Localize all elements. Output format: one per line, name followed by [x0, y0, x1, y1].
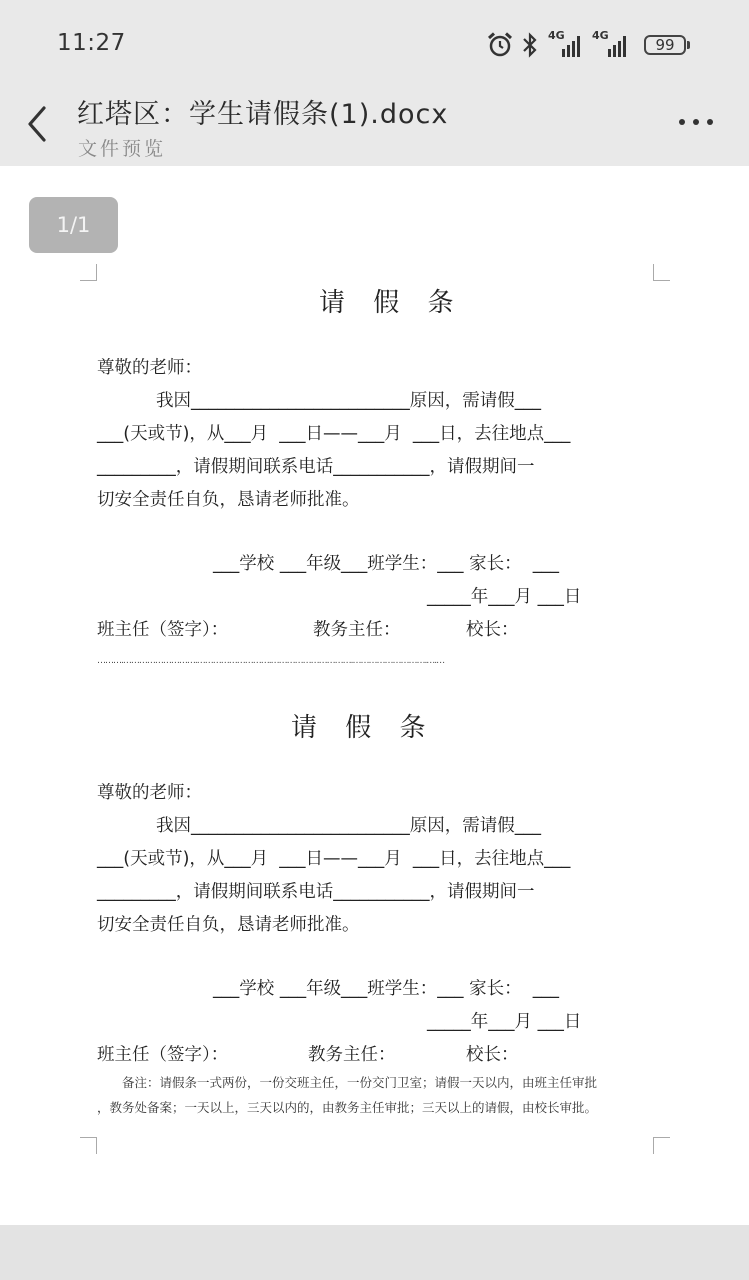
- form2-head-teacher: 班主任（签字）：: [97, 1045, 229, 1065]
- form1-date: _____年___月 ___日: [427, 587, 582, 607]
- form2-date: _____年___月 ___日: [427, 1012, 582, 1032]
- form2-line2: ___(天或节)，从___月 ___日——___月 ___日，去往地点___: [97, 849, 571, 869]
- bottom-bar: [0, 1225, 749, 1280]
- form1-head-teacher: 班主任（签字）：: [97, 620, 229, 640]
- form2-academic-director: 教务主任：: [308, 1045, 396, 1065]
- alarm-icon: [486, 31, 514, 59]
- form2-line4: 切安全责任自负，恳请老师批准。: [97, 915, 360, 935]
- form1-line3: _________，请假期间联系电话___________，请假期间一: [97, 457, 535, 477]
- form2-principal: 校长：: [466, 1045, 519, 1065]
- form1-heading: 请 假 条: [319, 288, 464, 318]
- battery-indicator: 99: [644, 35, 686, 55]
- signal-icon-2: 4G: [592, 31, 634, 59]
- form1-salutation: 尊敬的老师：: [97, 358, 202, 378]
- form1-line1: 我因_________________________原因，需请假___: [156, 391, 541, 411]
- form1-academic-director: 教务主任：: [313, 620, 401, 640]
- note-line-2: ，教务处备案；一天以上，三天以内的，由教务主任审批；三天以上的请假，由校长审批。: [97, 1100, 598, 1115]
- status-time: 11:27: [57, 30, 126, 56]
- cut-line: ……….……………………….……………………….………………………….……………………….….…: [97, 656, 445, 666]
- form2-sign-line: ___学校 ___年级___班学生：___ 家长： ___: [213, 979, 560, 999]
- form1-line4: 切安全责任自负，恳请老师批准。: [97, 490, 360, 510]
- note-line-1: 备注：请假条一式两份，一份交班主任，一份交门卫室；请假一天以内，由班主任审批: [122, 1075, 598, 1090]
- bluetooth-icon: [520, 31, 540, 59]
- form1-principal: 校长：: [466, 620, 519, 640]
- back-icon: [22, 104, 54, 144]
- more-button[interactable]: [672, 108, 720, 136]
- form2-salutation: 尊敬的老师：: [97, 783, 202, 803]
- form2-line1: 我因_________________________原因，需请假___: [156, 816, 541, 836]
- page-indicator: 1/1: [29, 197, 118, 253]
- title-bar: [0, 88, 749, 166]
- document-subtitle: 文件预览: [78, 138, 167, 160]
- form2-line3: _________，请假期间联系电话___________，请假期间一: [97, 882, 535, 902]
- more-icon: [672, 108, 720, 136]
- form1-line2: ___(天或节)，从___月 ___日——___月 ___日，去往地点___: [97, 424, 571, 444]
- crop-mark-top-right: [653, 264, 670, 281]
- signal-icon: 4G: [548, 31, 586, 59]
- document-title: 红塔区：学生请假条(1).docx: [77, 99, 449, 130]
- crop-mark-bottom-left: [80, 1137, 97, 1154]
- crop-mark-bottom-right: [653, 1137, 670, 1154]
- status-bar: [0, 0, 749, 88]
- form1-sign-line: ___学校 ___年级___班学生：___ 家长： ___: [213, 554, 560, 574]
- back-button[interactable]: [22, 104, 54, 144]
- status-icons: [486, 30, 686, 60]
- crop-mark-top-left: [80, 264, 97, 281]
- form2-heading: 请 假 条: [291, 713, 436, 743]
